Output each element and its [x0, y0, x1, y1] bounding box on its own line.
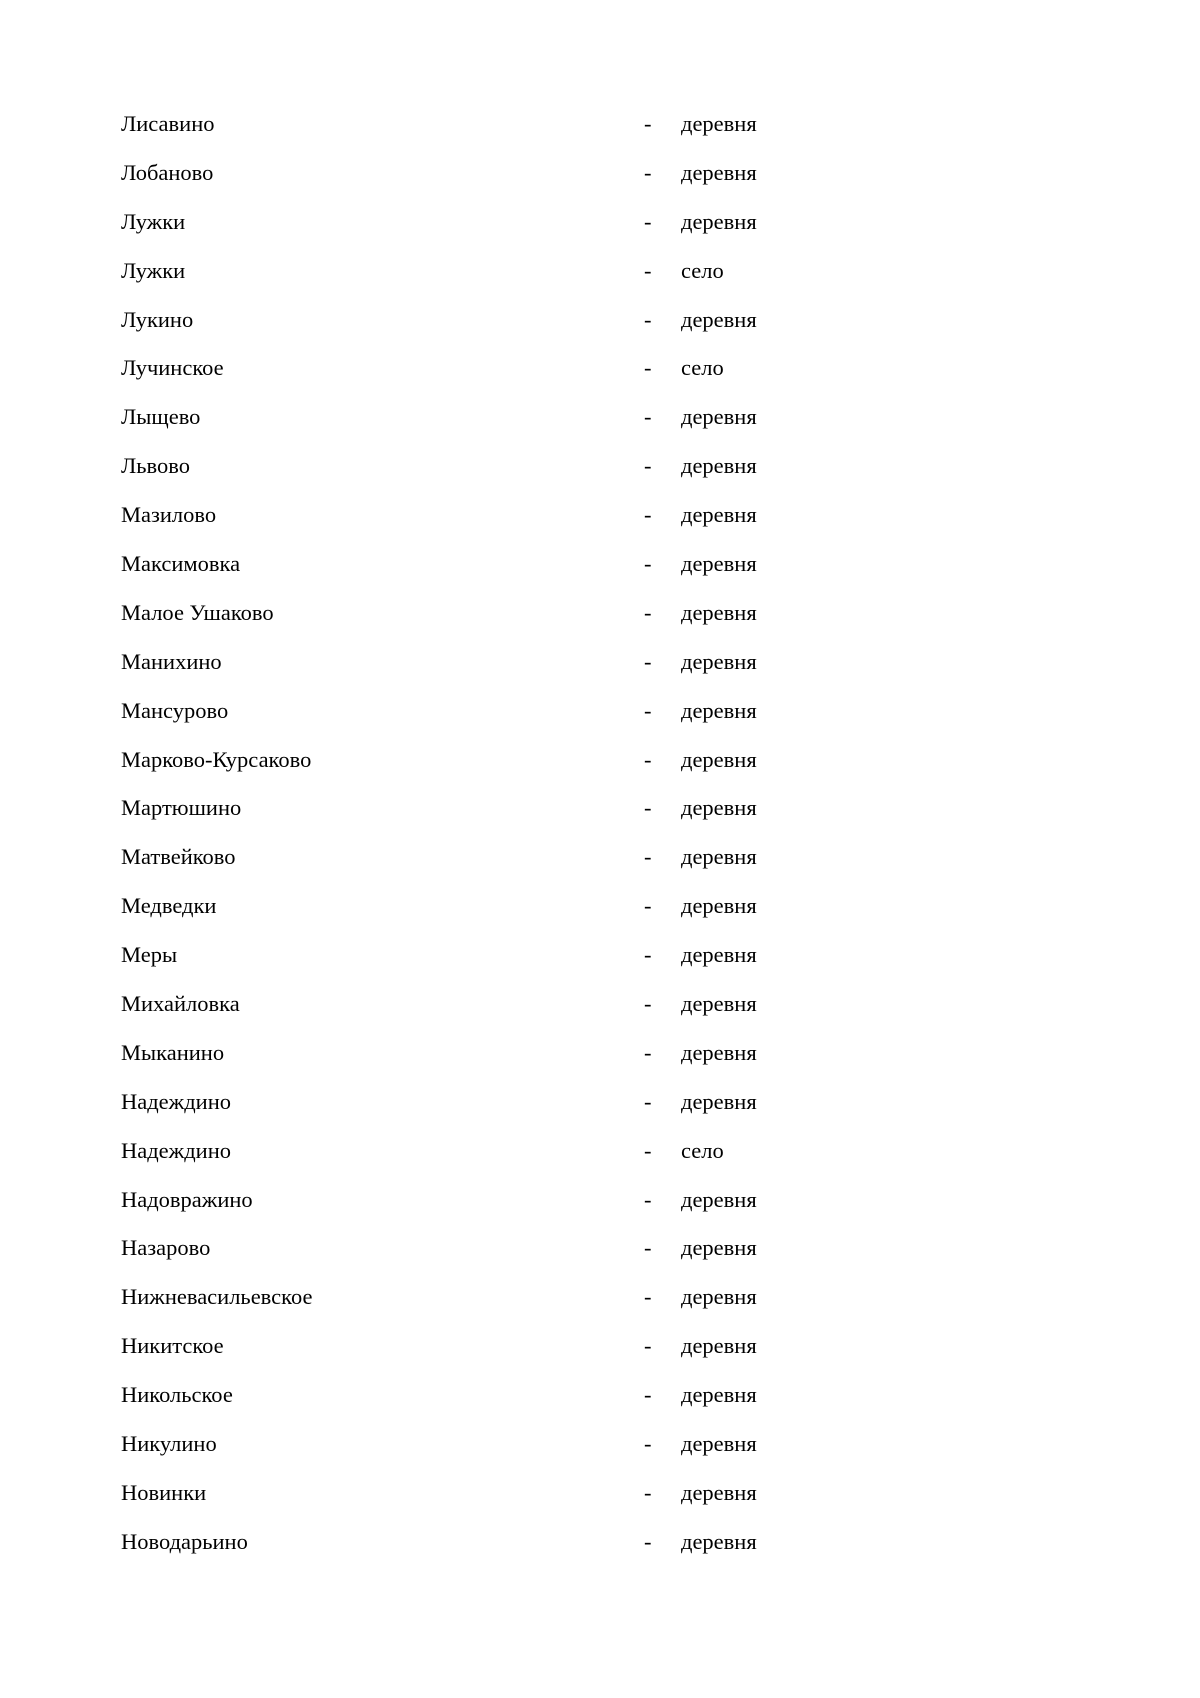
settlement-name: Назарово [121, 1235, 211, 1261]
settlement-type: деревня [681, 599, 757, 625]
separator-dash: - [644, 551, 652, 577]
list-item [121, 110, 821, 159]
settlement-name: Мазилово [121, 502, 217, 528]
settlement-type: деревня [681, 1284, 757, 1310]
settlement-name: Новинки [121, 1479, 207, 1505]
settlement-type: село [681, 1137, 724, 1163]
separator-dash: - [644, 599, 652, 625]
list-item [121, 1479, 821, 1528]
separator-dash: - [644, 648, 652, 674]
settlement-name: Лужки [121, 257, 186, 283]
list-item [121, 1137, 821, 1186]
settlement-name: Лобаново [121, 159, 214, 185]
separator-dash: - [644, 1235, 652, 1261]
separator-dash: - [644, 697, 652, 723]
separator-dash: - [644, 991, 652, 1017]
list-item [121, 208, 821, 257]
separator-dash: - [644, 1431, 652, 1457]
list-item [121, 1234, 821, 1283]
settlement-type: деревня [681, 404, 757, 430]
list-item [121, 843, 821, 892]
settlement-type: деревня [681, 1382, 757, 1408]
settlement-type: деревня [681, 1528, 757, 1554]
settlement-name: Надовражино [121, 1186, 253, 1212]
settlement-type: деревня [681, 942, 757, 968]
separator-dash: - [644, 1284, 652, 1310]
separator-dash: - [644, 1528, 652, 1554]
list-item [121, 697, 821, 746]
separator-dash: - [644, 1137, 652, 1163]
list-item [121, 1430, 821, 1479]
list-item [121, 1186, 821, 1235]
settlement-name: Максимовка [121, 551, 241, 577]
list-item [121, 1088, 821, 1137]
settlement-name: Мансурово [121, 697, 229, 723]
list-item [121, 892, 821, 941]
settlement-type: деревня [681, 697, 757, 723]
settlement-type: деревня [681, 648, 757, 674]
settlement-type: деревня [681, 111, 757, 136]
separator-dash: - [644, 746, 652, 772]
separator-dash: - [644, 306, 652, 332]
settlement-type: деревня [681, 991, 757, 1017]
settlement-type: деревня [681, 1186, 757, 1212]
separator-dash: - [644, 1186, 652, 1212]
settlement-name: Надеждино [121, 1088, 231, 1114]
separator-dash: - [644, 1039, 652, 1065]
settlement-name: Матвейково [121, 844, 236, 870]
settlement-name: Мартюшино [121, 795, 242, 821]
separator-dash: - [644, 355, 652, 381]
settlement-name: Новодарьино [121, 1528, 248, 1554]
list-item [121, 1381, 821, 1430]
settlement-name: Лучинское [121, 355, 224, 381]
settlement-type: деревня [681, 893, 757, 919]
settlement-name: Михайловка [121, 991, 240, 1017]
separator-dash: - [644, 502, 652, 528]
list-item [121, 452, 821, 501]
list-item [121, 403, 821, 452]
settlement-name: Нижневасильевское [121, 1284, 313, 1310]
settlement-type: деревня [681, 306, 757, 332]
settlement-type: село [681, 355, 724, 381]
settlement-name: Никулино [121, 1431, 217, 1457]
list-item [121, 941, 821, 990]
list-item [121, 1332, 821, 1381]
settlement-type: деревня [681, 502, 757, 528]
settlement-name: Львово [121, 453, 190, 479]
settlement-type: деревня [681, 1235, 757, 1261]
separator-dash: - [644, 111, 652, 136]
settlement-type: деревня [681, 551, 757, 577]
list-item [121, 1039, 821, 1088]
separator-dash: - [644, 208, 652, 234]
settlement-name: Меры [121, 942, 178, 968]
list-item [121, 599, 821, 648]
list-item [121, 794, 821, 843]
settlement-type: деревня [681, 1039, 757, 1065]
list-item [121, 648, 821, 697]
settlement-type: деревня [681, 1479, 757, 1505]
list-item [121, 159, 821, 208]
settlement-name: Лукино [121, 306, 194, 332]
settlement-list [121, 110, 821, 1577]
settlement-type: село [681, 257, 724, 283]
list-item [121, 306, 821, 355]
settlement-name: Медведки [121, 893, 217, 919]
separator-dash: - [644, 404, 652, 430]
settlement-name: Лужки [121, 208, 186, 234]
settlement-type: деревня [681, 844, 757, 870]
settlement-name: Малое Ушаково [121, 599, 274, 625]
list-item [121, 1528, 821, 1577]
settlement-type: деревня [681, 1333, 757, 1359]
separator-dash: - [644, 893, 652, 919]
separator-dash: - [644, 1382, 652, 1408]
list-item [121, 550, 821, 599]
list-item [121, 354, 821, 403]
separator-dash: - [644, 795, 652, 821]
separator-dash: - [644, 257, 652, 283]
settlement-name: Лисавино [121, 111, 215, 136]
settlement-type: деревня [681, 159, 757, 185]
settlement-type: деревня [681, 1088, 757, 1114]
separator-dash: - [644, 159, 652, 185]
separator-dash: - [644, 1479, 652, 1505]
list-item [121, 746, 821, 795]
separator-dash: - [644, 1088, 652, 1114]
separator-dash: - [644, 942, 652, 968]
settlement-type: деревня [681, 208, 757, 234]
settlement-name: Никольское [121, 1382, 233, 1408]
list-item [121, 990, 821, 1039]
settlement-type: деревня [681, 746, 757, 772]
settlement-name: Лыщево [121, 404, 201, 430]
list-item [121, 501, 821, 550]
list-item [121, 1283, 821, 1332]
list-item [121, 257, 821, 306]
settlement-name: Марково-Курсаково [121, 746, 312, 772]
settlement-type: деревня [681, 1431, 757, 1457]
settlement-name: Никитское [121, 1333, 224, 1359]
settlement-name: Манихино [121, 648, 222, 674]
separator-dash: - [644, 844, 652, 870]
separator-dash: - [644, 1333, 652, 1359]
settlement-type: деревня [681, 453, 757, 479]
settlement-name: Мыканино [121, 1039, 225, 1065]
separator-dash: - [644, 453, 652, 479]
settlement-name: Надеждино [121, 1137, 231, 1163]
settlement-type: деревня [681, 795, 757, 821]
